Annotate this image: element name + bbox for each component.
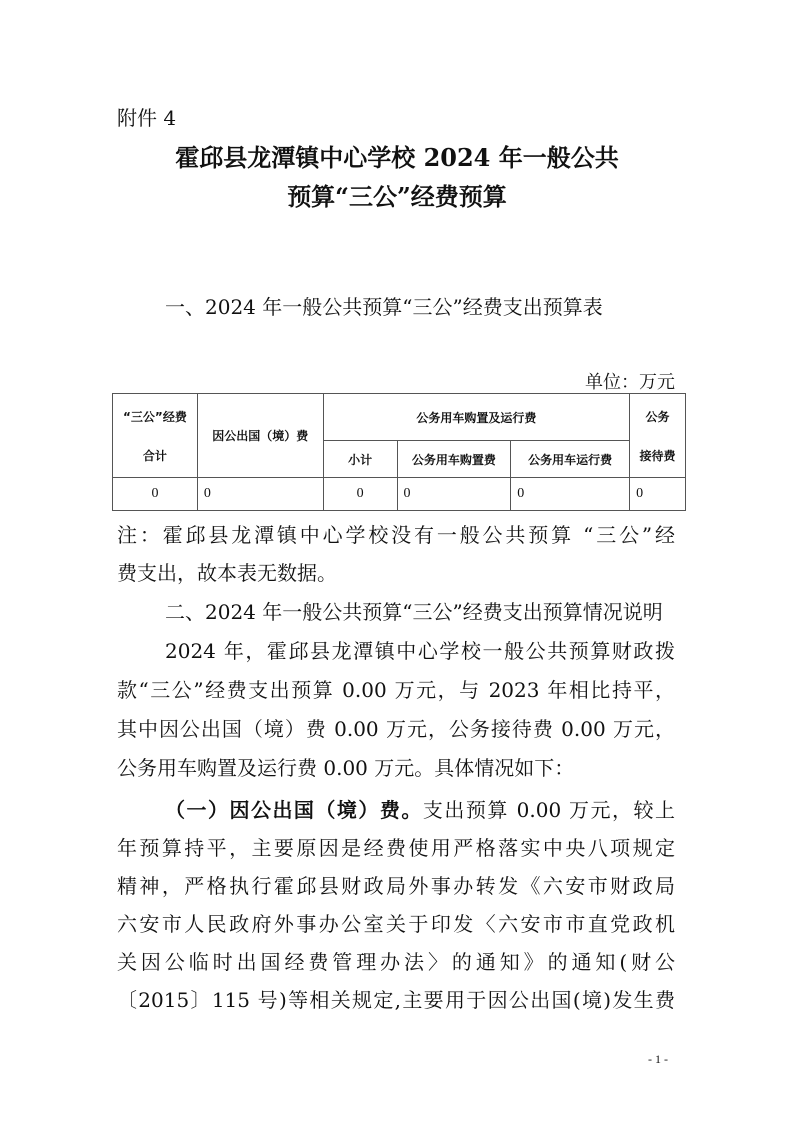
header-total-line2: 合计 <box>142 448 167 463</box>
paragraph-line: 年预算持平，主要原因是经费使用严格落实中央八项规定 <box>117 836 675 860</box>
cell-subtotal: 0 <box>323 478 397 511</box>
three-public-expenses-table <box>112 393 686 511</box>
page-title-line-1: 霍邱县龙潭镇中心学校 2024 年一般公共 <box>175 143 619 172</box>
paragraph-line: 公务用车购置及运行费 0.00 万元。具体情况如下： <box>117 756 575 780</box>
cell-total: 0 <box>113 478 198 511</box>
header-subtotal: 小计 <box>323 441 397 478</box>
unit-label: 单位：万元 <box>585 372 675 393</box>
page-title-line-2: 预算“三公”经费预算 <box>287 182 507 211</box>
paragraph-line: 精神，严格执行霍邱县财政局外事办转发《六安市财政局 <box>117 874 675 898</box>
paragraph-line: 〔2015〕115 号)等相关规定,主要用于因公出国(境)发生费 <box>117 988 675 1012</box>
header-abroad: 因公出国（境）费 <box>197 394 323 478</box>
paragraph-line: 六安市人民政府外事办公室关于印发〈六安市市直党政机 <box>117 912 675 936</box>
note-line: 注：霍邱县龙潭镇中心学校没有一般公共预算 “三公”经 <box>117 523 675 547</box>
section1-heading: 一、2024 年一般公共预算“三公”经费支出预算表 <box>165 295 603 319</box>
cell-abroad: 0 <box>197 478 323 511</box>
subsection1-text: 支出预算 0.00 万元，较上 <box>422 798 676 822</box>
header-reception <box>630 394 686 478</box>
header-reception-line1: 公务 <box>645 409 670 424</box>
header-purchase: 公务用车购置费 <box>397 441 511 478</box>
cell-operation: 0 <box>511 478 630 511</box>
paragraph-line: 其中因公出国（境）费 0.00 万元，公务接待费 0.00 万元， <box>117 717 675 741</box>
paragraph-line: 款“三公”经费支出预算 0.00 万元，与 2023 年相比持平， <box>117 678 675 702</box>
paragraph-line: 关因公临时出国经费管理办法〉的通知》的通知(财公 <box>117 950 675 974</box>
header-reception-line2: 接待费 <box>639 448 676 463</box>
attachment-label: 附件 4 <box>117 106 177 130</box>
paragraph-line: 2024 年，霍邱县龙潭镇中心学校一般公共预算财政拨 <box>165 639 675 663</box>
note-line: 费支出，故本表无数据。 <box>117 561 337 585</box>
section2-heading: 二、2024 年一般公共预算“三公”经费支出预算情况说明 <box>165 600 663 624</box>
table-row <box>113 478 686 511</box>
cell-purchase: 0 <box>397 478 511 511</box>
header-total <box>113 394 198 478</box>
header-operation: 公务用车运行费 <box>511 441 630 478</box>
cell-reception: 0 <box>630 478 686 511</box>
subsection1-first-line <box>165 797 675 823</box>
page-number: - 1 - <box>648 1052 668 1066</box>
subsection1-heading: （一）因公出国（境）费。 <box>165 798 423 822</box>
header-total-line1: “三公”经费 <box>123 409 187 424</box>
header-vehicle: 公务用车购置及运行费 <box>323 394 629 441</box>
